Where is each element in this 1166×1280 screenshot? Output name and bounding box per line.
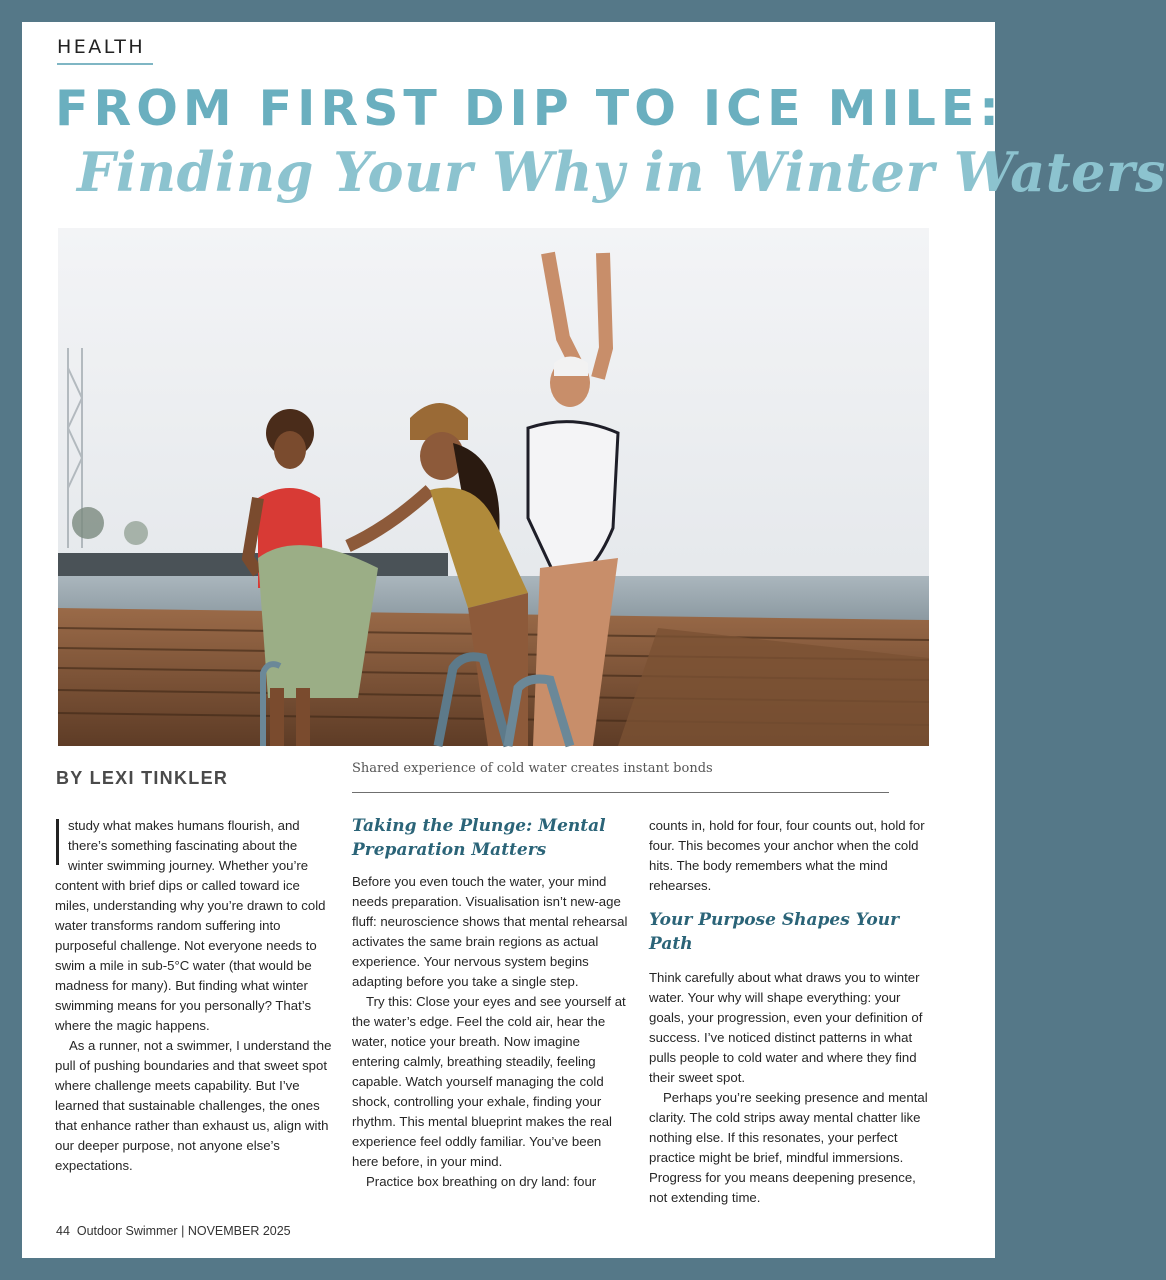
article-column-3	[649, 816, 929, 1208]
subheading-purpose-path: Your Purpose Shapes Your Path	[649, 910, 900, 954]
issue-date: NOVEMBER 2025	[187, 1224, 291, 1238]
footer-separator: |	[181, 1224, 185, 1238]
publication-name: Outdoor Swimmer	[76, 1224, 178, 1238]
byline: BY LEXI TINKLER	[56, 768, 229, 788]
hero-photo	[58, 228, 929, 746]
paragraph: counts in, hold for four, four counts out, hold for four. This becomes your anchor when the cold hits. The body remembers what the mind rehearses.	[649, 818, 925, 893]
article-column-2	[352, 816, 629, 1192]
section-rule	[57, 63, 153, 65]
paragraph: Think carefully about what draws you to winter water. Your why will shape everything: your goals, your progression, even your definition of success. I’ve noticed distinct patterns in what pulls people to cold water and where they find their sweet spot.	[649, 970, 923, 1085]
photo-three-women-cold-water-swim-icon	[58, 228, 929, 746]
paragraph-text: study what makes humans flourish, and there’s something fascinating about the winter swimming journey. Whether you’re content with brief dips or called toward ice miles, understanding why you’re drawn to cold water transforms random suffering into purposeful challenge. Not everyone needs to swim a mile in sub-5°C water (that would be madness for many). But finding what winter swimming means for you personally? That’s where the magic happens.	[55, 818, 326, 1033]
subheadline: Finding Your Why in Winter Waters	[77, 140, 1166, 204]
drop-cap-bar	[56, 819, 59, 865]
photo-caption: Shared experience of cold water creates instant bonds	[352, 761, 713, 776]
section-label: HEALTH	[57, 36, 146, 58]
paragraph: Practice box breathing on dry land: four	[366, 1174, 597, 1189]
paragraph: Try this: Close your eyes and see yourself at the water’s edge. Feel the cold air, hear the water, notice your breath. Now imagine entering calmly, breathing steadily, feeling capable. Watch yourself managing the cold shock, controlling your exhale, finding your rhythm. This mental blueprint makes the real experience feel oddly familiar. You’ve been here before, in your mind.	[352, 994, 626, 1169]
paragraph: Perhaps you’re seeking presence and mental clarity. The cold strips away mental chatter like nothing else. If this resonates, your perfect practice might be brief, mindful immersions. Progress for you means deepening presence, not extending time.	[649, 1090, 928, 1205]
headline: FROM FIRST DIP TO ICE MILE:	[55, 80, 1004, 137]
article-column-1	[55, 816, 335, 1176]
paragraph	[55, 816, 335, 1036]
magazine-page	[22, 22, 1166, 1258]
page-number: 44	[56, 1224, 70, 1238]
paragraph: As a runner, not a swimmer, I understand the pull of pushing boundaries and that sweet spot where challenge meets capability. But I’ve learned that sustainable challenges, the ones that enhance rather than exhaust us, align with our deeper purpose, not anyone else’s expectations.	[55, 1038, 332, 1173]
page-footer	[56, 1224, 291, 1238]
caption-rule	[352, 792, 889, 793]
subheading-mental-preparation: Taking the Plunge: Mental Preparation Matters	[352, 816, 606, 860]
paragraph: Before you even touch the water, your mind needs preparation. Visualisation isn’t new-age fluff: neuroscience shows that mental rehearsal activates the same brain regions as actual experience. Your nervous system begins adapting before you take a single step.	[352, 874, 628, 989]
